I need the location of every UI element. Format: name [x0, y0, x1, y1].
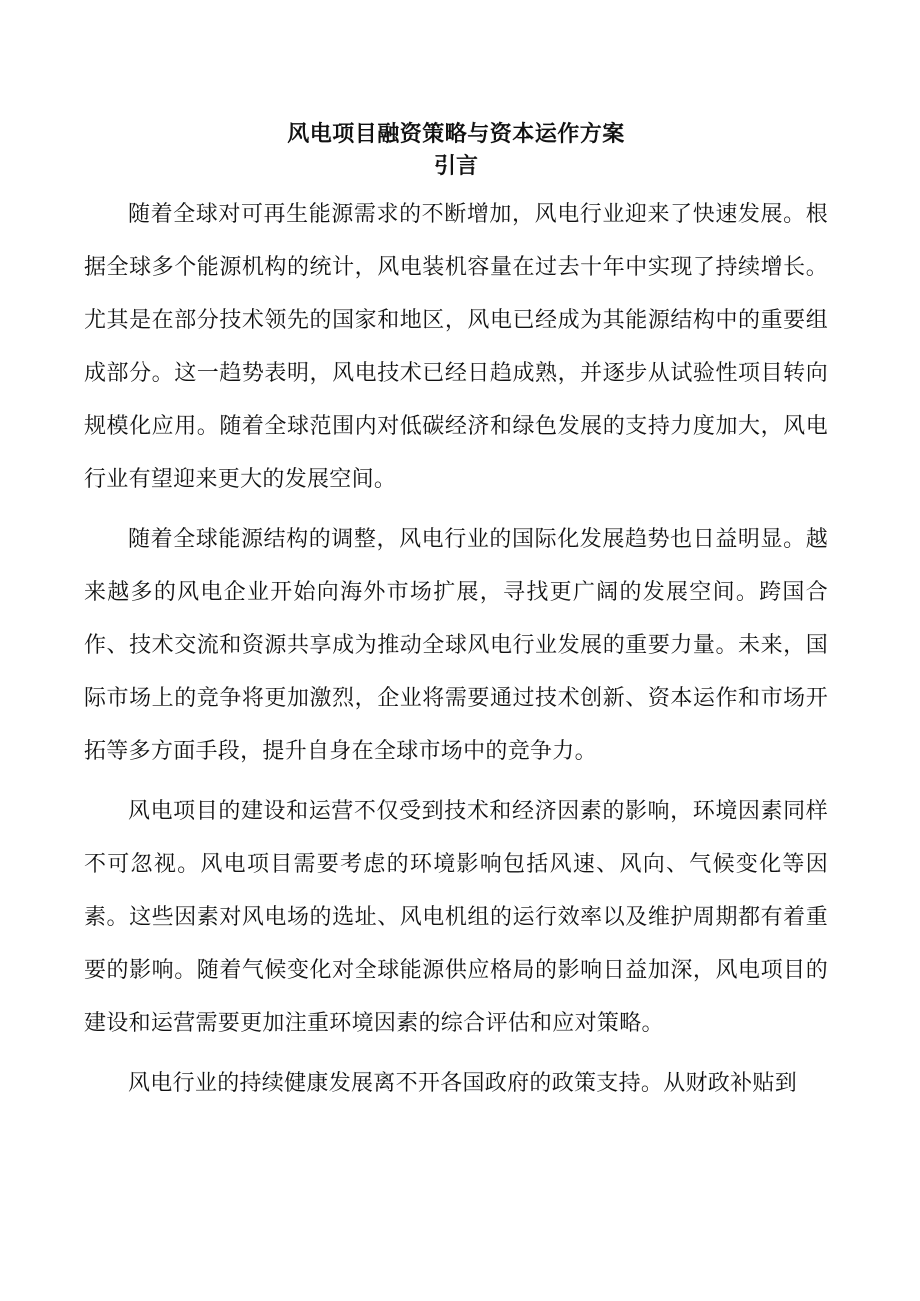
- paragraph-4: 风电行业的持续健康发展离不开各国政府的政策支持。从财政补贴到: [128, 1071, 798, 1096]
- section-heading: 引言: [433, 153, 478, 179]
- document-title: 风电项目融资策略与资本运作方案: [287, 121, 625, 147]
- paragraph-2: 随着全球能源结构的调整，风电行业的国际化发展趋势也日益明显。越来越多的风电企业开始向海外市场扩展，寻找更广阔的发展空间。跨国合作、技术交流和资源共享成为推动全球风电行业发展的重要力量。未来，国际市场上的竞争将更加激烈，企业将需要通过技术创新、资本运作和市场开拓等多方面手段，提升自身在全球市场中的竞争力。: [84, 527, 828, 764]
- paragraph-1: 随着全球对可再生能源需求的不断增加，风电行业迎来了快速发展。根据全球多个能源机构的统计，风电装机容量在过去十年中实现了持续增长。尤其是在部分技术领先的国家和地区，风电已经成为其能源结构中的重要组成部分。这一趋势表明，风电技术已经日趋成熟，并逐步从试验性项目转向规模化应用。随着全球范围内对低碳经济和绿色发展的支持力度加大，风电行业有望迎来更大的发展空间。: [84, 202, 828, 492]
- paragraph-3: 风电项目的建设和运营不仅受到技术和经济因素的影响，环境因素同样不可忽视。风电项目需要考虑的环境影响包括风速、风向、气候变化等因素。这些因素对风电场的选址、风电机组的运行效率以及维护周期都有着重要的影响。随着气候变化对全球能源供应格局的影响日益加深，风电项目的建设和运营需要更加注重环境因素的综合评估和应对策略。: [84, 799, 828, 1036]
